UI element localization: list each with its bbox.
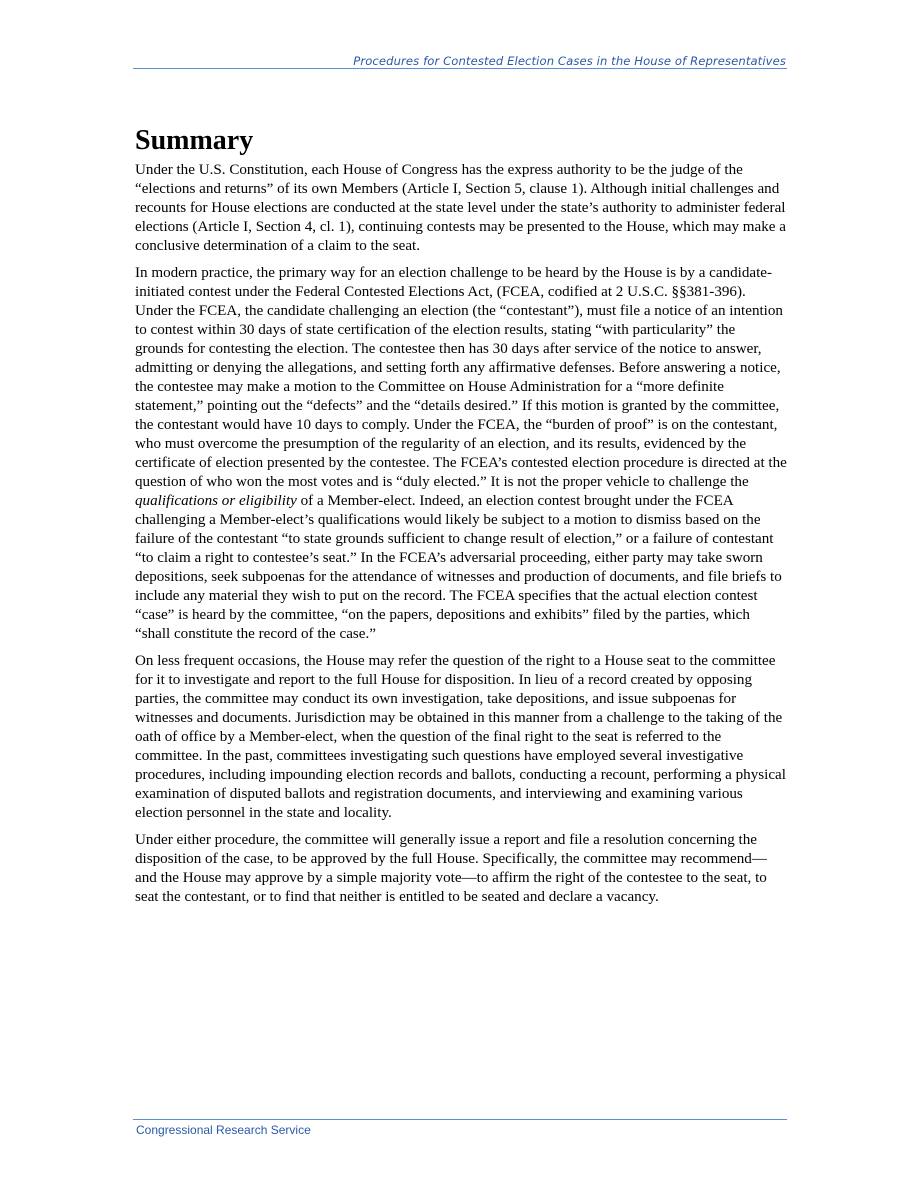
header-divider (133, 68, 787, 69)
summary-paragraph-2 (135, 264, 787, 644)
paragraph-2-text-a: In modern practice, the primary way for an election challenge to be heard by the House is by a candidate-initiated contest under the Federal Contested Elections Act, (FCEA, codified at 2 U.S.C. §§381-396). Under the FCEA, the candidate challenging an election (the “contestant”), must file a notice of an intention to contest within 30 days of state certification of the election results, stating “with particularity” the grounds for contesting the election. The contestee then has 30 days after service of the notice to answer, admitting or denying the allegations, and setting forth any affirmative defenses. Before answering a notice, the contestee may make a motion to the Committee on House Administration for a “more definite statement,” pointing out the “defects” and the “details desired.” If this motion is granted by the committee, the contestant would have 10 days to comply. Under the FCEA, the “burden of proof” is on the contestant, who must overcome the presumption of the regularity of an election, and its results, evidenced by the certificate of election presented by the contestee. The FCEA’s contested election procedure is directed at the question of who won the most votes and is “duly elected.” It is not the proper vehicle to challenge the (135, 265, 787, 490)
emphasis-qualifications: qualifications or eligibility (135, 493, 297, 509)
summary-paragraph-3: On less frequent occasions, the House may refer the question of the right to a House seat to the committee for it to investigate and report to the full House for disposition. In lieu of a record created by opposing parties, the committee may conduct its own investigation, take depositions, and issue subpoenas for witnesses and documents. Jurisdiction may be obtained in this manner from a challenge to the taking of the oath of office by a Member-elect, when the question of the final right to the seat is referred to the committee. In the past, committees investigating such questions have employed several investigative procedures, including impounding election records and ballots, conducting a recount, performing a physical examination of disputed ballots and registration documents, and interviewing and examining various election personnel in the state and locality. (135, 653, 786, 821)
footer-divider (133, 1119, 787, 1120)
running-header: Procedures for Contested Election Cases in the House of Representatives (353, 54, 786, 68)
summary-paragraph-4: Under either procedure, the committee will generally issue a report and file a resolution concerning the disposition of the case, to be approved by the full House. Specifically, the committee may recommend—and the House may approve by a simple majority vote—to affirm the right of the contestee to the seat, to seat the contestant, or to find that neither is entitled to be seated and declare a vacancy. (135, 832, 767, 905)
paragraph-2-text-b: of a Member-elect. Indeed, an election contest brought under the FCEA challenging a Member-elect’s qualifications would likely be subject to a motion to dismiss based on the failure of the contestant “to state grounds sufficient to change result of election,” or a failure of contestant “to claim a right to contestee’s seat.” In the FCEA’s adversarial proceeding, either party may take sworn depositions, seek subpoenas for the attendance of witnesses and production of documents, and file briefs to include any material they wish to put on the record. The FCEA specifies that the actual election contest “case” is heard by the committee, “on the papers, depositions and exhibits” filed by the parties, which “shall constitute the record of the case.” (135, 493, 782, 642)
summary-paragraph-1: Under the U.S. Constitution, each House of Congress has the express authority to be the judge of the “elections and returns” of its own Members (Article I, Section 5, clause 1). Although initial challenges and recounts for House elections are conducted at the state level under the state’s authority to administer federal elections (Article I, Section 4, cl. 1), continuing contests may be presented to the House, which may make a conclusive determination of a claim to the seat. (135, 162, 786, 254)
section-title: Summary (135, 125, 254, 156)
footer-publisher: Congressional Research Service (136, 1123, 311, 1137)
main-content (135, 122, 787, 915)
